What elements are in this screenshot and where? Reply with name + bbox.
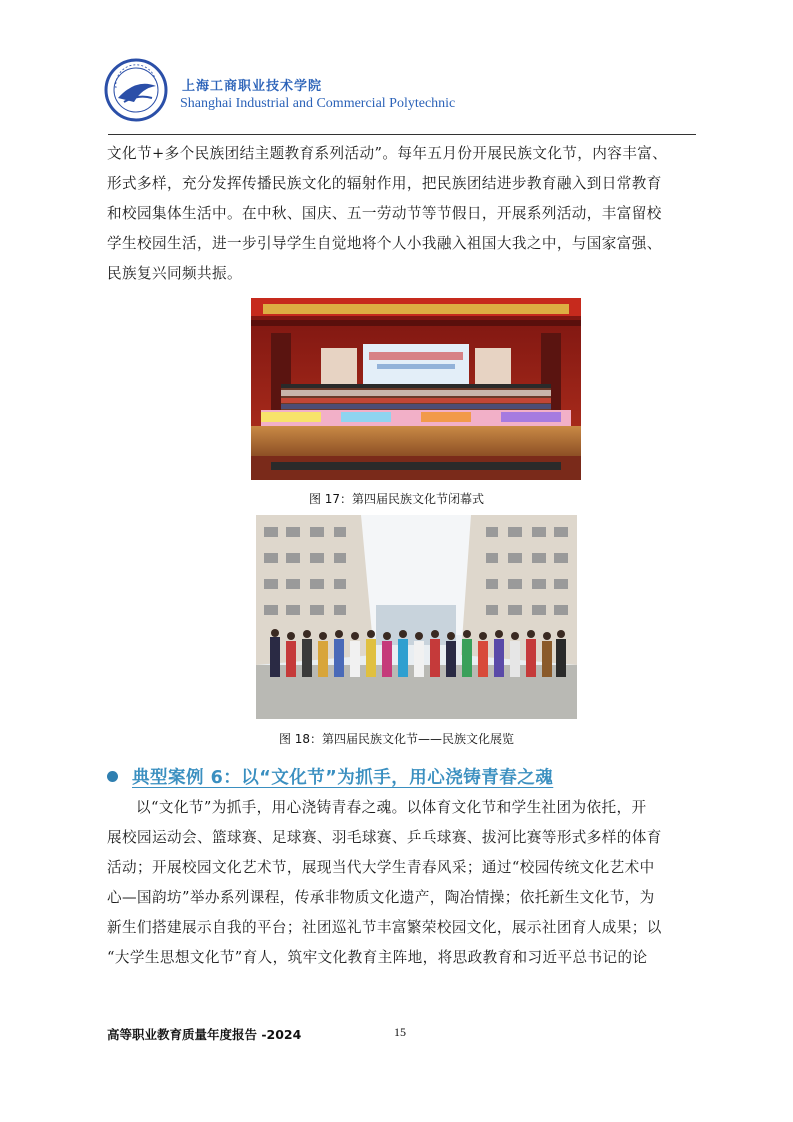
case-6-heading <box>107 762 553 790</box>
page-number: 15 <box>394 1025 406 1039</box>
paragraph-line: 形式多样，充分发挥传播民族文化的辐射作用，把民族团结进步教育融入到日常教育 <box>107 175 662 192</box>
footer-report-title: 高等职业教育质量年度报告 -2024 <box>107 1027 302 1042</box>
closing-ceremony-photo <box>251 298 581 480</box>
school-name-en: Shanghai Industrial and Commercial Polytechnic <box>180 96 456 111</box>
header-divider <box>108 134 696 135</box>
case-6-title: 典型案例 6：以“文化节”为抓手，用心浇铸青春之魂 <box>132 767 554 788</box>
paragraph-line: 活动；开展校园文化艺术节，展现当代大学生青春风采；通过“校园传统文化艺术中 <box>107 859 655 876</box>
paragraph-line: 新生们搭建展示自我的平台；社团巡礼节丰富繁荣校园文化，展示社团育人成果；以 <box>107 919 662 936</box>
school-name-cn: 上海工商职业技术学院 <box>182 79 323 94</box>
paragraph-line: 心—国韵坊”举办系列课程，传承非物质文化遗产，陶冶情操；依托新生文化节，为 <box>107 889 655 906</box>
figure-17-caption: 图 17：第四届民族文化节闭幕式 <box>308 492 485 506</box>
paragraph-line: 以“文化节”为抓手，用心浇铸青春之魂。以体育文化节和学生社团为依托，开 <box>136 799 647 816</box>
paragraph-line: 民族复兴同频共振。 <box>107 265 242 282</box>
case-6-paragraph <box>107 793 697 973</box>
paragraph-line: 文化节+多个民族团结主题教育系列活动”。每年五月份开展民族文化节，内容丰富、 <box>107 145 668 162</box>
intro-paragraph <box>107 139 697 289</box>
bullet-icon <box>107 771 118 782</box>
school-emblem-icon <box>104 58 168 122</box>
paragraph-line: 展校园运动会、篮球赛、足球赛、羽毛球赛、乒乓球赛、拔河比赛等形式多样的体育 <box>107 829 662 846</box>
paragraph-line: “大学生思想文化节”育人，筑牢文化教育主阵地，将思政教育和习近平总书记的论 <box>107 949 648 966</box>
paragraph-line: 和校园集体生活中。在中秋、国庆、五一劳动节等节假日，开展系列活动，丰富留校 <box>107 205 662 222</box>
culture-exhibition-photo <box>256 515 577 719</box>
figure-18-caption: 图 18：第四届民族文化节——民族文化展览 <box>278 732 515 746</box>
paragraph-line: 学生校园生活，进一步引导学生自觉地将个人小我融入祖国大我之中，与国家富强、 <box>107 235 662 252</box>
